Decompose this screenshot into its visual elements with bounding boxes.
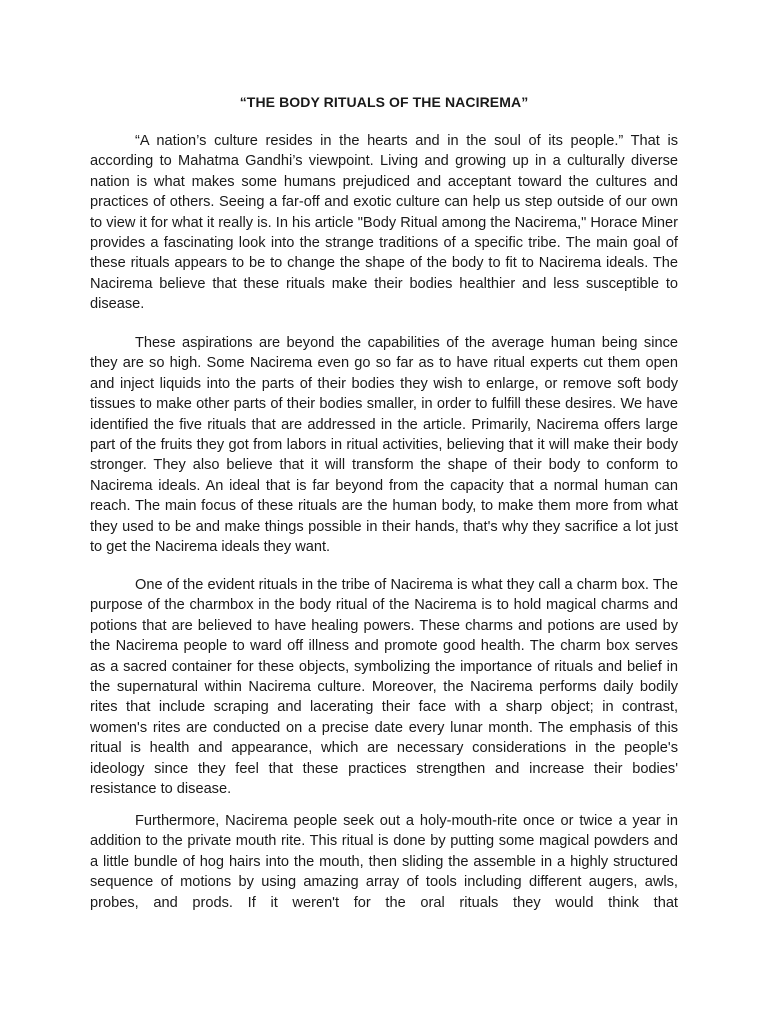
paragraph-1: “A nation’s culture resides in the hearts and in the soul of its people.” That is according to Mahatma Gandhi’s viewpoint. Living and growing up in a culturally diverse nation is what makes some humans prejudiced and acceptant toward the cultures and practices of others. Seeing a far-off and exotic culture can help us step outside of our own to view it for what it really is. In his article "Body Ritual among the Nacirema," Horace Miner provides a fascinating look into the strange traditions of a specific tribe. The main goal of these rituals appears to be to change the shape of the body to fit to Nacirema ideals. The Nacirema believe that these rituals make their bodies healthier and less susceptible to disease. (90, 133, 678, 313)
document-title: “THE BODY RITUALS OF THE NACIREMA” (239, 94, 529, 110)
paragraph-3: One of the evident rituals in the tribe of Nacirema is what they call a charm box. The purpose of the charmbox in the body ritual of the Nacirema is to hold magical charms and potions that are believed to have healing powers. These charms and potions are used by the Nacirema people to ward off illness and promote good health. The charm box serves as a sacred container for these objects, symbolizing the importance of rituals and belief in the supernatural within Nacirema culture. Moreover, the Nacirema performs daily bodily rites that include scraping and lacerating their face with a sharp object; in contrast, women's rites are conducted on a precise date every lunar month. The emphasis of this ritual is health and appearance, which are necessary considerations in the people's ideology since they feel that these practices strengthen and increase their bodies' resistance to disease. (90, 577, 678, 798)
paragraph-4: Furthermore, Nacirema people seek out a holy-mouth-rite once or twice a year in addition to the private mouth rite. This ritual is done by putting some magical powders and a little bundle of hog hairs into the mouth, then sliding the assemble in a highly structured sequence of motions by using amazing array of tools including different augers, awls, probes, and prods. If it weren't for the oral rituals they would think that (90, 813, 678, 911)
paragraph-2: These aspirations are beyond the capabilities of the average human being since they are so high. Some Nacirema even go so far as to have ritual experts cut them open and inject liquids into the parts of their bodies they wish to enlarge, or remove soft body tissues to make other parts of their bodies smaller, in order to fulfill these desires. We have identified the five rituals that are addressed in the article. Primarily, Nacirema offers large part of the fruits they got from labors in ritual activities, believing that it will make their body stronger. They also believe that it will transform the shape of their body to conform to Nacirema ideals. An ideal that is far beyond from the capacity that a normal human can reach. The main focus of these rituals are the human body, to make them more from what they used to be and make things possible in their hands, that's why they sacrifice a lot just to get the Nacirema ideals they want. (90, 335, 678, 556)
